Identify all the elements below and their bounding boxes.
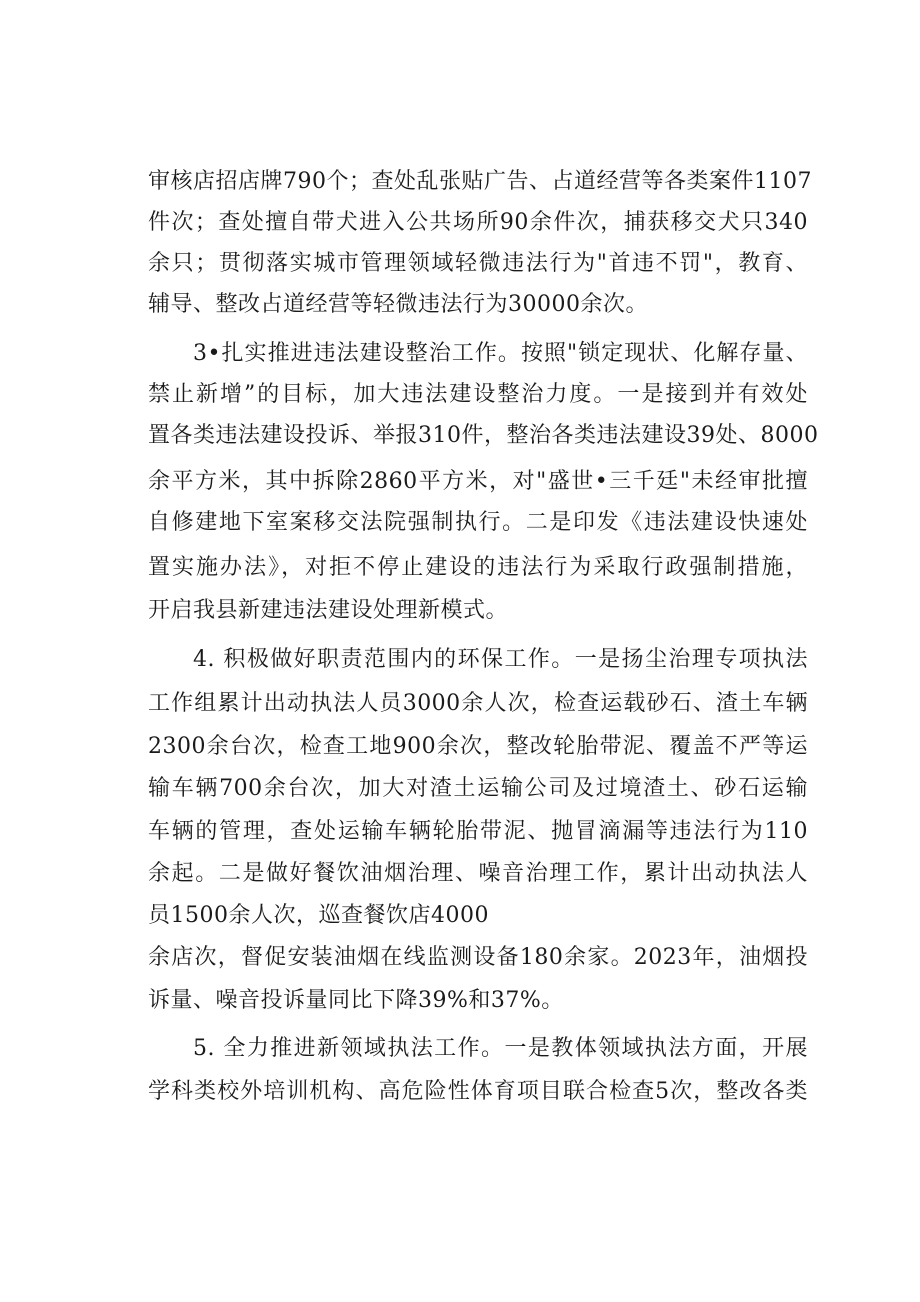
paragraph-heading-5: 5. 全力推进新领域执法工作。一是教体领域执法方面，开展 xyxy=(193,1036,808,1061)
paragraph-heading-3: 3•扎实推进违法建设整治工作。按照"锁定现状、化解存量、 xyxy=(193,341,808,366)
text-line: 余只；贯彻落实城市管理领域轻微违法行为"首违不罚"，教育、 xyxy=(148,251,808,276)
text-line: 置各类违法建设投诉、举报310件，整治各类违法建设39处、8000 xyxy=(148,423,819,448)
text-line: 自修建地下室案移交法院强制执行。二是印发《违法建设快速处 xyxy=(148,510,808,535)
text-line: 工作组累计出动执法人员3000余人次，检查运载砂石、渣土车辆 xyxy=(148,691,808,716)
text-line: 学科类校外培训机构、高危险性体育项目联合检查5次，整改各类 xyxy=(148,1079,808,1104)
text-line: 输车辆700余台次，加大对渣土运输公司及过境渣土、砂石运输 xyxy=(148,776,808,801)
text-line: 辅导、整改占道经营等轻微违法行为30000余次。 xyxy=(148,292,648,317)
text-line: 件次；查处擅自带犬进入公共场所90余件次，捕获移交犬只340 xyxy=(148,210,808,235)
text-line: 诉量、噪音投诉量同比下降39%和37%。 xyxy=(148,988,564,1013)
text-line: 余平方米，其中拆除2860平方米，对"盛世•三千廷"未经审批擅 xyxy=(148,469,808,494)
text-line: 2300余台次，检查工地900余次，整改轮胎带泥、覆盖不严等运 xyxy=(148,734,808,759)
text-line: 车辆的管理，查处运输车辆轮胎带泥、抛冒滴漏等违法行为110 xyxy=(148,819,808,844)
text-line: 员1500余人次，巡查餐饮店4000 xyxy=(148,903,489,928)
text-line: 置实施办法》，对拒不停止建设的违法行为采取行政强制措施， xyxy=(148,555,808,580)
text-line: 余起。二是做好餐饮油烟治理、噪音治理工作，累计出动执法人 xyxy=(148,861,808,886)
paragraph-heading-4: 4. 积极做好职责范围内的环保工作。一是扬尘治理专项执法 xyxy=(193,647,808,672)
text-line: 开启我县新建违法建设处理新模式。 xyxy=(148,598,509,623)
text-line: 审核店招店牌790个；查处乱张贴广告、占道经营等各类案件1107 xyxy=(148,169,812,194)
text-line: 禁止新增”的目标，加大违法建设整治力度。一是接到并有效处 xyxy=(148,382,808,407)
text-line: 余店次，督促安装油烟在线监测设备180余家。2023年，油烟投 xyxy=(148,945,808,970)
